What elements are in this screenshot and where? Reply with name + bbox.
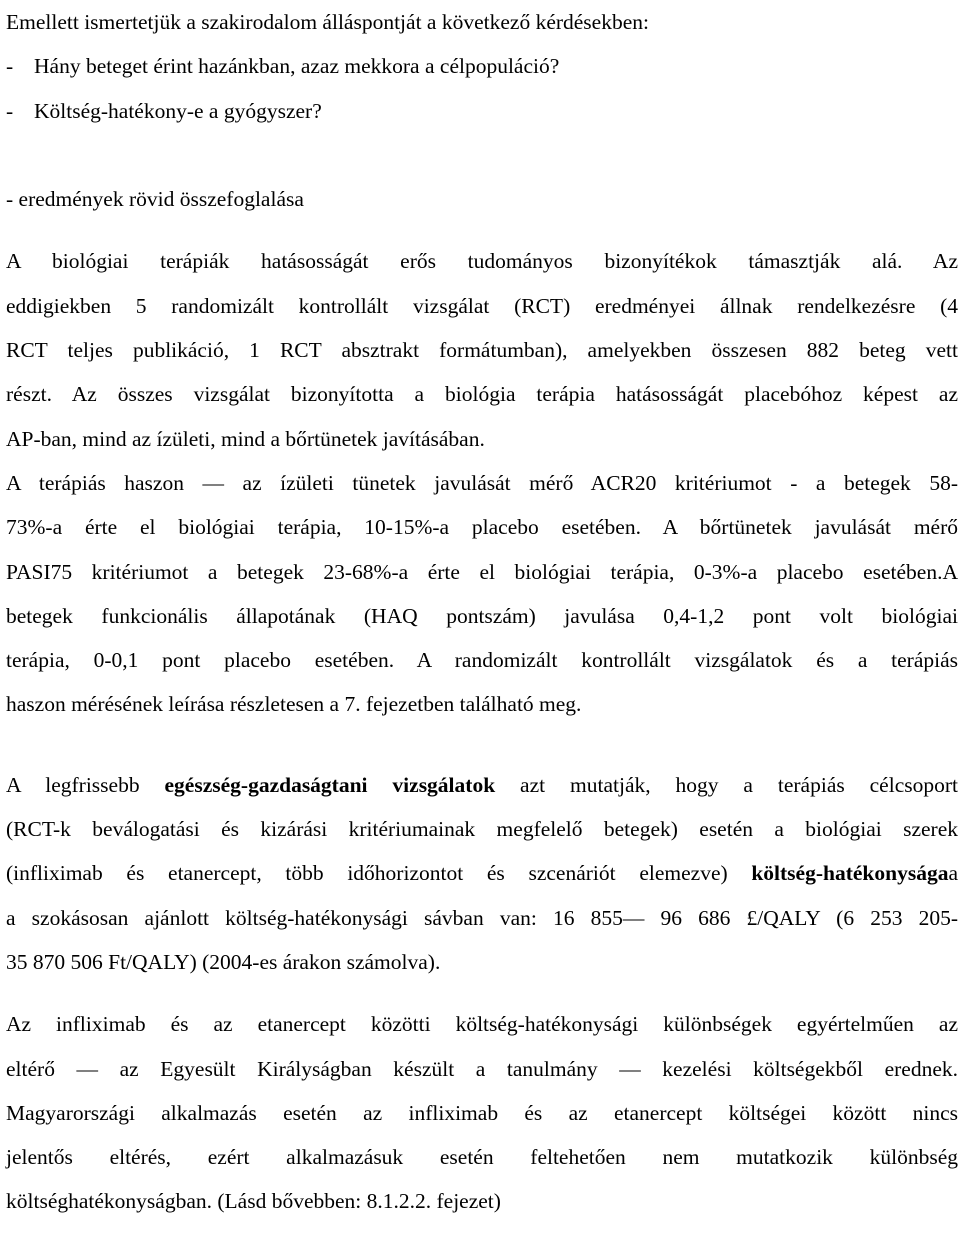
efficacy-paragraph: [6, 239, 958, 460]
paragraph-line: Magyarországi alkalmazás esetén az infliximab és az etanercept költségei között nincs: [6, 1100, 958, 1125]
paragraph-line: RCT teljes publikáció, 1 RCT absztrakt formátumban), amelyekben összesen 882 beteg vett: [6, 338, 958, 363]
paragraph-line: haszon mérésének leírása részletesen a 7. fejezetben található meg.: [6, 692, 582, 717]
paragraph-line: PASI75 kritériumot a betegek 23-68%-a érte el biológiai terápia, 0-3%-a placebo esetében.A: [6, 559, 958, 584]
spacer: [6, 745, 958, 763]
spacer: [6, 984, 958, 1002]
benefit-paragraph: [6, 461, 958, 727]
paragraph-line: A biológiai terápiák hatásosságát erős tudományos bizonyítékok támasztják alá. Az: [6, 249, 958, 274]
paragraph-line: eddigiekben 5 randomizált kontrollált vizsgálat (RCT) eredményei állnak rendelkezésre (4: [6, 293, 958, 318]
paragraph-line: betegek funkcionális állapotának (HAQ pontszám) javulása 0,4-1,2 pont volt biológiai: [6, 603, 958, 628]
intro-text: Emellett ismertetjük a szakirodalom álláspontját a következő kérdésekben:: [6, 10, 649, 34]
paragraph-line: 73%-a érte el biológiai terápia, 10-15%-a placebo esetében. A bőrtünetek javulását mérő: [6, 515, 958, 540]
question-item: - Költség-hatékony-e a gyógyszer?: [6, 98, 322, 123]
bold-term: egészség-gazdaságtani vizsgálatok: [164, 772, 496, 797]
paragraph-line: terápia, 0-0,1 pont placebo esetében. A randomizált kontrollált vizsgálatok és a terápiás: [6, 648, 958, 673]
text-span: A legfrissebb: [6, 772, 165, 797]
spacer: [6, 221, 958, 239]
spacer: [6, 727, 958, 745]
question-text: Költség-hatékony-e a gyógyszer?: [34, 98, 322, 123]
cost-effectiveness-paragraph: [6, 763, 958, 984]
comparison-paragraph: [6, 1002, 958, 1223]
paragraph-line: Az infliximab és az etanercept közötti költség-hatékonysági különbségek egyértelműen az: [6, 1012, 958, 1037]
text-span: (infliximab és etanercept, több időhorizontot és szcenáriót elemezve): [6, 861, 752, 886]
paragraph-line: jelentős eltérés, ezért alkalmazásuk esetén feltehetően nem mutatkozik különbség: [6, 1145, 958, 1170]
paragraph-line: eltérő — az Egyesült Királyságban készült a tanulmány — kezelési költségekből erednek.: [6, 1056, 958, 1081]
question-text: Hány beteget érint hazánkban, azaz mekkora a célpopuláció?: [34, 54, 560, 79]
text-span: azt mutatják, hogy a terápiás célcsoport: [495, 772, 958, 797]
paragraph-line: a szokásosan ajánlott költség-hatékonysági sávban van: 16 855— 96 686 £/QALY (6 253 205-: [6, 905, 958, 930]
paragraph-line: (infliximab és etanercept, több időhorizontot és szcenáriót elemezve) költség-hatékonyságaa: [6, 861, 958, 886]
summary-heading: - eredmények rövid összefoglalása: [6, 187, 304, 212]
paragraph-line: [6, 763, 958, 807]
paragraph-line: 35 870 506 Ft/QALY) (2004-es árakon számolva).: [6, 949, 441, 974]
paragraph-line: A terápiás haszon — az ízületi tünetek javulását mérő ACR20 kritériumot - a betegek 58-: [6, 470, 958, 495]
paragraph-line: részt. Az összes vizsgálat bizonyította a biológia terápia hatásosságát placebóhoz képest az: [6, 382, 958, 407]
spacer: [6, 133, 958, 177]
paragraph-line: (RCT-k beválogatási és kizárási kritériumainak megfelelő betegek) esetén a biológiai szerek: [6, 817, 958, 842]
document-page: [6, 0, 958, 1224]
bold-term: költség-hatékonysága: [751, 861, 949, 886]
paragraph-line: költséghatékonyságban. (Lásd bővebben: 8.1.2.2. fejezet): [6, 1189, 501, 1214]
paragraph-line: AP-ban, mind az ízületi, mind a bőrtünetek javításában.: [6, 426, 485, 451]
question-item: - Hány beteget érint hazánkban, azaz mekkora a célpopuláció?: [6, 54, 560, 79]
